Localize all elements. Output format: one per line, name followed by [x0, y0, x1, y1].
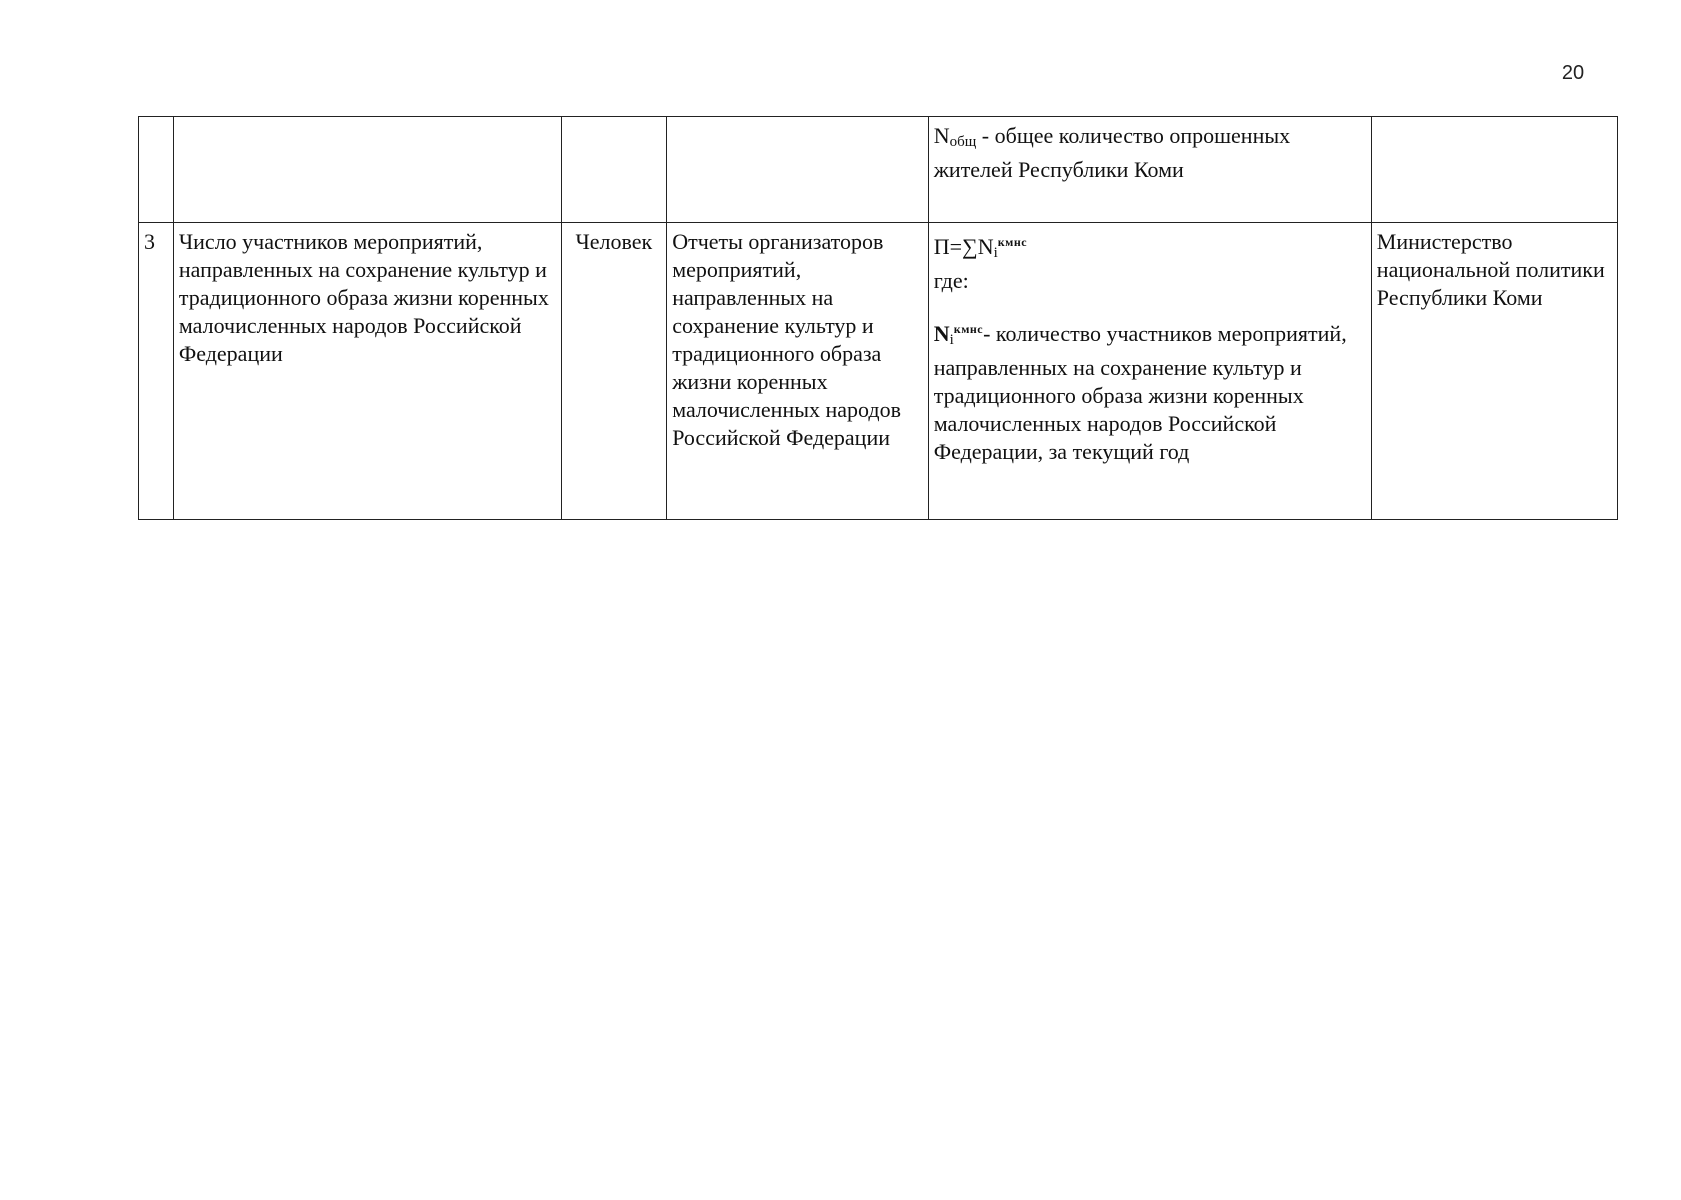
method-subscript: общ [949, 134, 977, 150]
cell-num-empty [139, 117, 174, 223]
method-text: - общее количество опрошенных жителей Республики Коми [933, 123, 1291, 182]
spacer [934, 295, 1366, 315]
cell-responsible: Министерство национальной политики Республики Коми [1371, 223, 1617, 520]
definition-symbol: N [933, 321, 950, 346]
cell-num: 3 [139, 223, 174, 520]
page-number: 20 [1561, 62, 1585, 84]
formula-superscript: кмнс [997, 235, 1028, 249]
method-symbol: N [933, 123, 950, 148]
cell-source-empty [667, 117, 929, 223]
definition [934, 321, 1347, 464]
indicator-table [138, 116, 1618, 520]
cell-method [928, 223, 1371, 520]
formula-subscript: i [993, 245, 998, 261]
definition-superscript: кмнс [953, 322, 984, 336]
cell-unit: Человек [561, 223, 667, 520]
cell-name-empty [173, 117, 561, 223]
definition-subscript: i [949, 332, 954, 348]
where-label: где: [933, 268, 969, 293]
cell-unit-empty [561, 117, 667, 223]
cell-source: Отчеты организаторов мероприятий, направленных на сохранение культур и традиционного образа жизни коренных малочисленных народов Российской Федерации [667, 223, 929, 520]
table-row-indicator-3 [139, 223, 1618, 520]
cell-indicator-name: Число участников мероприятий, направленных на сохранение культур и традиционного образа жизни коренных малочисленных народов Российской Федерации [173, 223, 561, 520]
cell-resp-empty [1371, 117, 1617, 223]
table-row-continuation [139, 117, 1618, 223]
definition-text: - количество участников мероприятий, направленных на сохранение культур и традиционного образа жизни коренных малочисленных народов Российской Федерации, за текущий год [933, 321, 1347, 464]
formula-lhs: П=∑N [933, 234, 994, 259]
formula [934, 228, 1366, 267]
cell-method-continuation [928, 117, 1371, 223]
